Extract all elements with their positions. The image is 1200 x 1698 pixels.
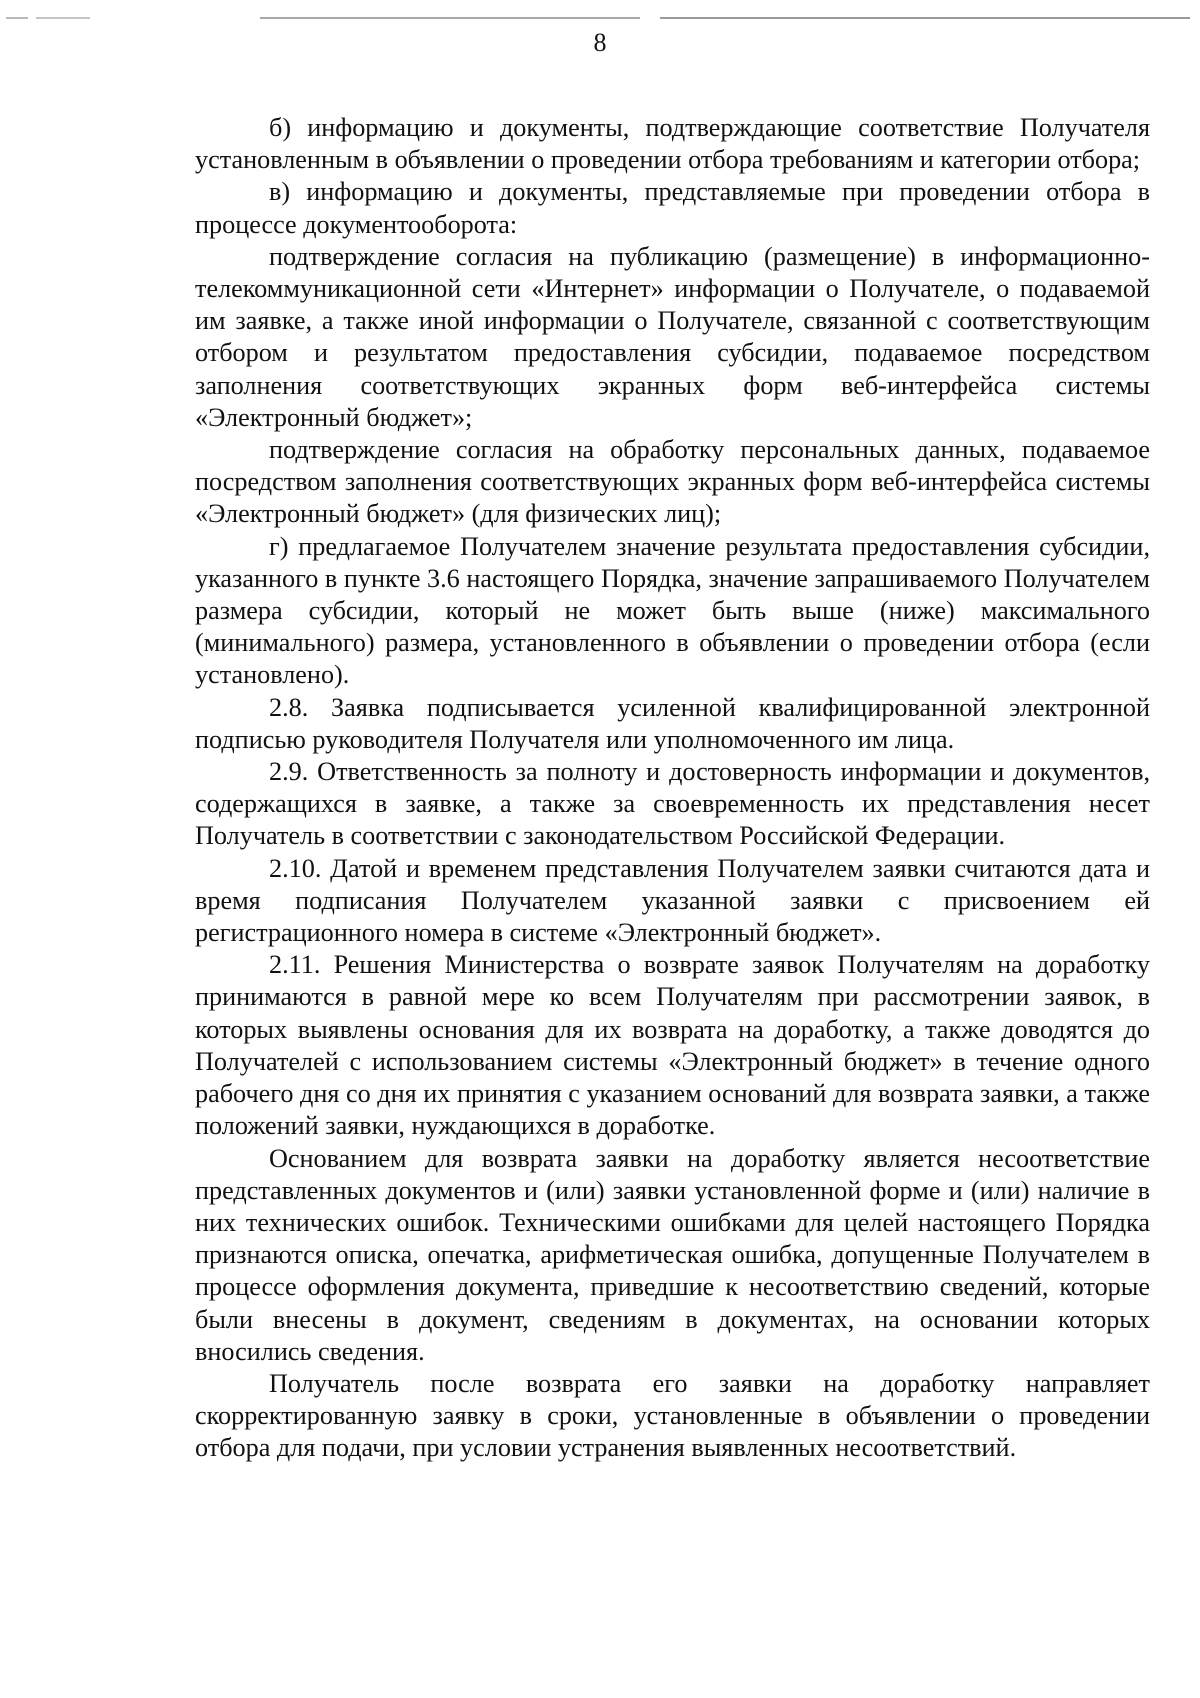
paragraph-consent-personal-data: подтверждение согласия на обработку персональных данных, подаваемое посредством заполнения соответствующих экранных форм веб-интерфейса системы «Электронный бюджет» (для физических лиц); — [195, 435, 1150, 529]
paragraph-2-8: 2.8. Заявка подписывается усиленной квалифицированной электронной подписью руководителя Получателя или уполномоченного им лица. — [195, 692, 1150, 754]
paragraph-resubmission: Получатель после возврата его заявки на доработку направляет скорректированную заявку в сроки, установленные в объявлении о проведении отбора для подачи, при условии устранения выявленных несоответствий. — [195, 1368, 1150, 1463]
paragraph-consent-publication: подтверждение согласия на публикацию (размещение) в информационно-телекоммуникационной сети «Интернет» информации о Получателе, о подаваемой им заявке, а также иной информации о Получателе, связанной с соответствующим отбором и результатом предоставления субсидии, подаваемое посредством заполнения соответствующих экранных форм веб-интерфейса системы «Электронный бюджет»; — [195, 241, 1150, 432]
paragraph-return-grounds: Основанием для возврата заявки на доработку является несоответствие представленных документов и (или) заявки установленной форме и (или) наличие в них технических ошибок. Техническими ошибками для целей настоящего Порядка признаются описка, опечатка, арифметическая ошибка, допущенные Получателем в процессе оформления документа, приведшие к несоответствию сведений, которые были внесены в документ, сведениям в документах, на основании которых вносились сведения. — [195, 1143, 1150, 1366]
paragraph-2-9: 2.9. Ответственность за полноту и достоверность информации и документов, содержащихся в заявке, а также за своевременность их представления несет Получатель в соответствии с законодательством Российской Федерации. — [195, 757, 1150, 851]
paragraph-2-11: 2.11. Решения Министерства о возврате заявок Получателям на доработку принимаются в равной мере ко всем Получателям при рассмотрении заявок, в которых выявлены основания для их возврата на доработку, а также доводятся до Получателей с использованием системы «Электронный бюджет» в течение одного рабочего дня со дня их принятия с указанием оснований для возврата заявки, а также положений заявки, нуждающихся в доработке. — [195, 950, 1150, 1141]
paragraph-2-10: 2.10. Датой и временем представления Получателем заявки считаются дата и время подписания Получателем указанной заявки с присвоением ей регистрационного номера в системе «Электронный бюджет». — [195, 853, 1150, 948]
scan-artifact-line — [0, 17, 1200, 19]
paragraph-b: б) информацию и документы, подтверждающие соответствие Получателя установленным в объявлении о проведении отбора требованиям и категории отбора; — [195, 113, 1150, 175]
paragraph-v: в) информацию и документы, представляемые при проведении отбора в процессе документооборота: — [195, 177, 1150, 239]
paragraph-g: г) предлагаемое Получателем значение результата предоставления субсидии, указанного в пункте 3.6 настоящего Порядка, значение запрашиваемого Получателем размера субсидии, который не может быть выше (ниже) максимального (минимального) размера, установленного в объявлении о проведении отбора (если установлено). — [195, 531, 1150, 690]
page-number: 8 — [593, 28, 607, 57]
document-body — [195, 112, 1150, 1465]
